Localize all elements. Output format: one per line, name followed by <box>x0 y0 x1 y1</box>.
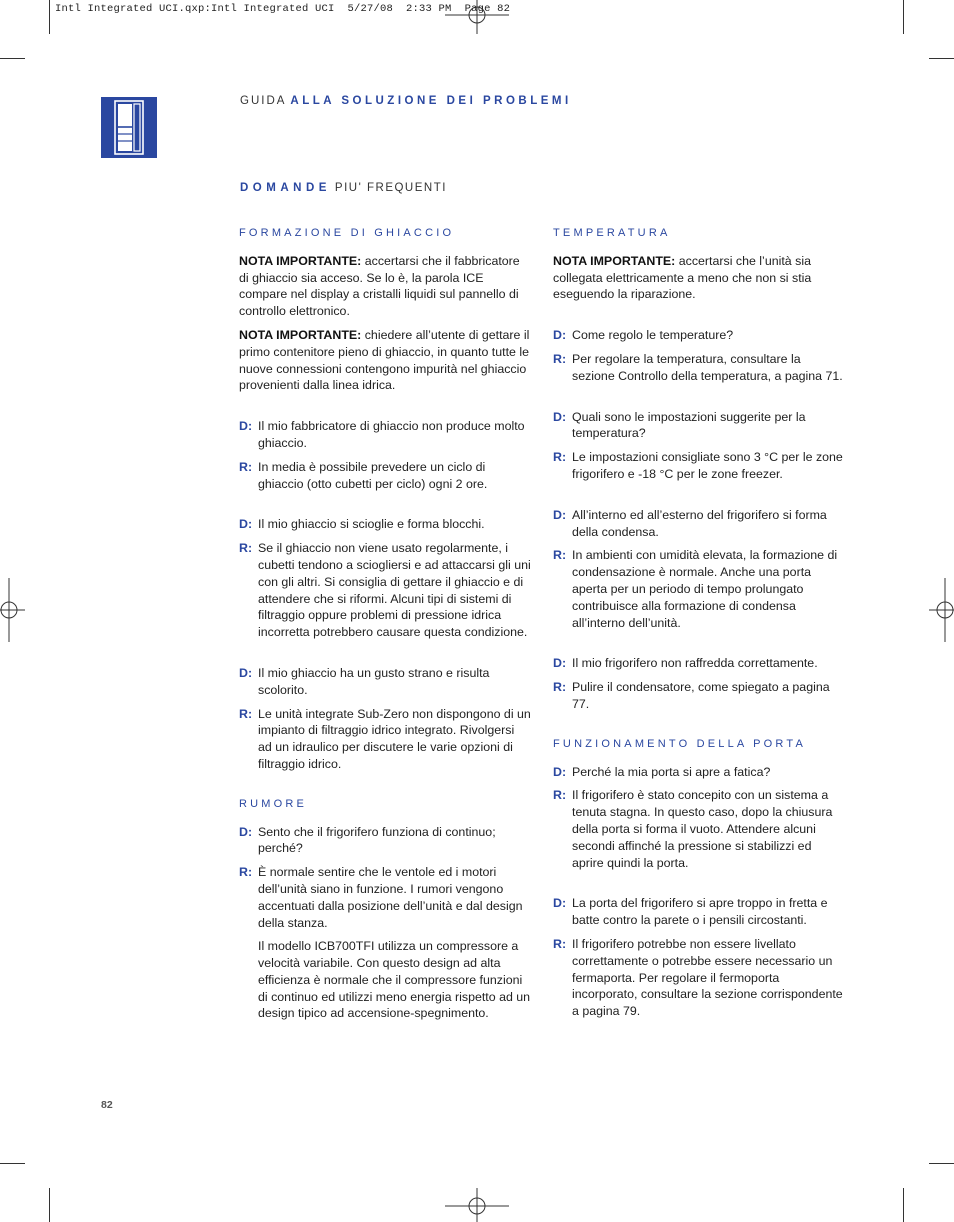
important-note <box>239 253 531 320</box>
note-text: chiedere all’utente di gettare il primo contenitore pieno di ghiaccio, in quanto tutte le nuove connessioni contengono impurità nel ghiaccio provenienti dalla linea idrica. <box>239 327 530 393</box>
question-label: D: <box>239 824 253 839</box>
registration-mark-left <box>0 578 25 642</box>
question-label: D: <box>239 665 253 680</box>
answer-text: Pulire il condensatore, come spiegato a pagina 77. <box>572 680 830 711</box>
page-title <box>240 95 572 107</box>
answer-text: Il frigorifero potrebbe non essere livellato correttamente o potrebbe essere necessario un fermaporta. Per regolare il fermoporta incorporato, consultare la sezione corrispondente a pagina 79. <box>572 936 843 1019</box>
question <box>239 418 531 452</box>
answer-text: Le unità integrate Sub-Zero non dispongono di un impianto di filtraggio idrico integrato. Rivolgersi ad un idraulico per discutere le varie opzioni di filtraggio idrico. <box>258 706 531 771</box>
answer-label: R: <box>553 450 567 465</box>
question-label: D: <box>553 507 567 522</box>
answer-text: Per regolare la temperatura, consultare la sezione Controllo della temperatura, a pagina 71. <box>572 351 843 383</box>
answer-text: In ambienti con umidità elevata, la formazione di condensazione è normale. Anche una porta aperta per un periodo di tempo prolungato contribuisce alla formazione di condensa all’interno dell’unità. <box>572 548 838 630</box>
left-column <box>239 225 531 1029</box>
question-label: D: <box>239 517 253 532</box>
answer <box>553 787 845 871</box>
answer-label: R: <box>239 541 253 556</box>
section-title-door: FUNZIONAMENTO DELLA PORTA <box>553 737 806 750</box>
question <box>239 516 531 533</box>
registration-mark-top <box>445 0 509 34</box>
answer-label: R: <box>553 548 567 563</box>
answer <box>239 459 531 493</box>
question-label: D: <box>239 419 253 434</box>
question-text: Il mio ghiaccio ha un gusto strano e risulta scolorito. <box>258 665 490 697</box>
question-text: Il mio frigorifero non raffredda correttamente. <box>572 656 818 671</box>
page-title-prefix: GUIDA <box>240 95 287 107</box>
faq-heading-strong: DOMANDE <box>240 182 331 194</box>
section-title-temperature: TEMPERATURA <box>553 227 671 239</box>
answer <box>239 706 531 773</box>
answer-label: R: <box>553 680 567 695</box>
refrigerator-icon <box>101 97 157 158</box>
answer-text: È normale sentire che le ventole ed i motori dell’unità siano in funzione. I rumori vengono accentuati dalla posizione dell’unità e dal design della stanza. <box>258 865 523 930</box>
answer-text: In media è possibile prevedere un ciclo di ghiaccio (otto cubetti per ciclo) ogni 2 ore. <box>258 459 488 491</box>
question <box>553 895 845 929</box>
question-label: D: <box>553 896 567 911</box>
page-title-strong: ALLA SOLUZIONE DEI PROBLEMI <box>290 95 572 107</box>
answer-label: R: <box>553 936 567 951</box>
answer-continuation: Il modello ICB700TFI utilizza un compressore a velocità variabile. Con questo design ad alta efficienza è normale che il compressore funzioni di continuo ed utilizzi meno energia rispetto ad un design tipico ad accensione-spegnimento. <box>258 939 531 1021</box>
important-note <box>553 253 845 303</box>
answer <box>553 679 845 713</box>
print-slug: Intl Integrated UCI.qxp:Intl Integrated UCI 5/27/08 2:33 PM Page 82 <box>55 3 511 15</box>
faq-heading-rest: PIU' FREQUENTI <box>334 182 447 194</box>
answer <box>239 540 531 641</box>
question <box>553 655 845 672</box>
answer-text: Le impostazioni consigliate sono 3 °C per le zone frigorifero e -18 °C per le zone freezer. <box>572 450 843 481</box>
section-title-noise: RUMORE <box>239 797 308 810</box>
question <box>239 665 531 699</box>
question-text: Quali sono le impostazioni suggerite per la temperatura? <box>572 409 806 441</box>
question-text: Perché la mia porta si apre a fatica? <box>572 764 771 779</box>
question-text: Sento che il frigorifero funziona di continuo; perché? <box>258 824 496 856</box>
question-label: D: <box>553 409 567 424</box>
answer-text: Se il ghiaccio non viene usato regolarmente, i cubetti tendono a sciogliersi e ad attaccarsi gli uni con gli altri. Si consiglia di gettare il ghiaccio e di attendere che si riformi. Alcuni tipi di sistemi di filtraggio oppure problemi di pressione idrica incorretta potrebbero causare questa condizione. <box>258 541 531 640</box>
question <box>239 824 531 858</box>
answer-text: Il frigorifero è stato concepito con un sistema a tenuta stagna. In questo caso, dopo la chiusura della porta si forma il vuoto. Attendere alcuni secondi affinché la pressione si stabilizzi ed aprire quindi la porta. <box>572 788 833 870</box>
question-label: D: <box>553 656 567 671</box>
question-label: D: <box>553 764 567 779</box>
note-text: accertarsi che il fabbricatore di ghiaccio sia acceso. Se lo è, la parola ICE compare nel display a cristalli liquidi sul pannello di controllo elettronico. <box>239 253 520 319</box>
question-text: All’interno ed all’esterno del frigorifero si forma della condensa. <box>572 507 827 539</box>
answer <box>239 864 531 931</box>
answer-label: R: <box>239 459 253 474</box>
answer-label: R: <box>553 788 567 803</box>
registration-mark-right <box>929 578 954 642</box>
right-column <box>553 225 845 1027</box>
important-note <box>239 327 531 394</box>
note-text: accertarsi che l’unità sia collegata elettricamente a meno che non si stia eseguendo la riparazione. <box>553 253 812 302</box>
question-text: Il mio ghiaccio si scioglie e forma blocchi. <box>258 517 485 532</box>
question <box>553 409 845 443</box>
section-title-ice: FORMAZIONE DI GHIACCIO <box>239 227 455 239</box>
answer <box>553 449 845 483</box>
question-text: Come regolo le temperature? <box>572 328 734 343</box>
registration-mark-bottom <box>445 1188 509 1222</box>
answer <box>553 936 845 1020</box>
answer-label: R: <box>239 865 253 880</box>
answer <box>553 547 845 631</box>
answer <box>553 351 845 385</box>
note-label: NOTA IMPORTANTE: <box>553 253 676 268</box>
faq-heading <box>240 182 447 194</box>
question-text: La porta del frigorifero si apre troppo in fretta e batte contro la parete o i pensili circostanti. <box>572 896 828 928</box>
note-label: NOTA IMPORTANTE: <box>239 253 362 268</box>
note-label: NOTA IMPORTANTE: <box>239 327 362 342</box>
question-text: Il mio fabbricatore di ghiaccio non produce molto ghiaccio. <box>258 419 525 450</box>
question-label: D: <box>553 328 567 343</box>
question <box>553 764 845 781</box>
answer-label: R: <box>239 706 253 721</box>
question <box>553 327 845 344</box>
page-number: 82 <box>101 1099 113 1111</box>
answer-label: R: <box>553 351 567 366</box>
question <box>553 507 845 541</box>
